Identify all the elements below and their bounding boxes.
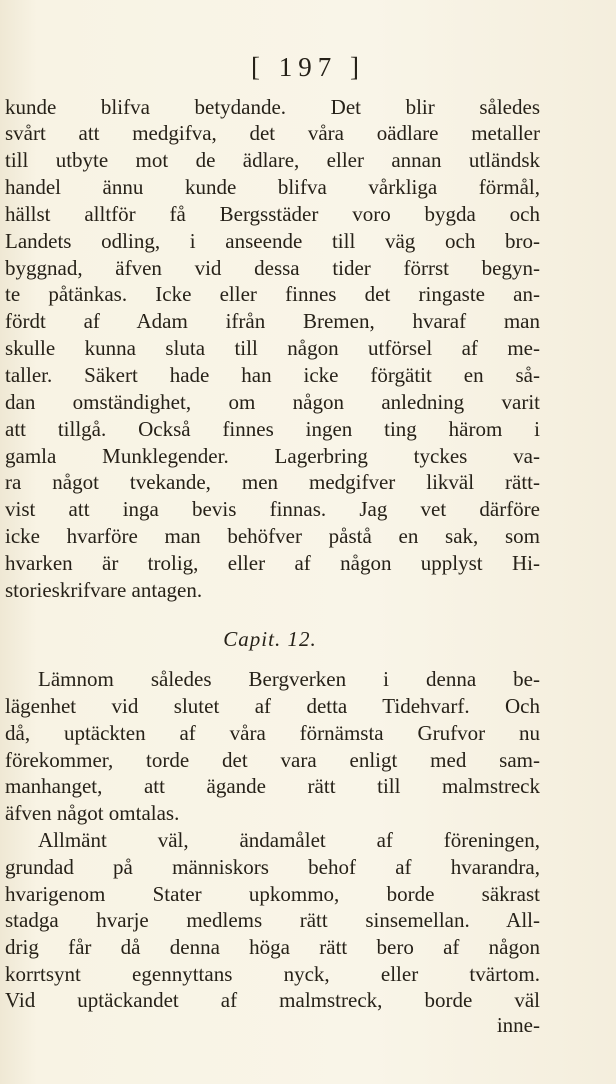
text-line: manhanget, att ägande rätt till malmstreck xyxy=(5,774,540,798)
text-line: handel ännu kunde blifva vårkliga förmål, xyxy=(5,175,540,199)
text-line: korrtsynt egennyttans nyck, eller tvärtom. xyxy=(5,962,540,986)
text-line: till utbyte mot de ädlare, eller annan utländsk xyxy=(5,148,540,172)
chapter-heading: Capit. 12. xyxy=(223,627,317,651)
text-line: skulle kunna sluta till någon utförsel af me- xyxy=(5,336,540,360)
text-line: förekommer, torde det vara enligt med sam- xyxy=(5,748,540,772)
catchword: inne- xyxy=(496,1013,540,1037)
page-number: [ 197 ] xyxy=(251,52,365,82)
text-line: då, uptäckten af våra förnämsta Grufvor nu xyxy=(5,721,540,745)
text-line: taller. Säkert hade han icke förgätit en så- xyxy=(5,363,540,387)
text-line: ra något tvekande, men medgifver likväl rätt- xyxy=(5,470,540,494)
text-line: fördt af Adam ifrån Bremen, hvaraf man xyxy=(5,309,540,333)
text-line: svårt att medgifva, det våra oädlare metaller xyxy=(5,121,540,145)
text-line: storieskrifvare antagen. xyxy=(5,578,203,602)
text-line: kunde blifva betydande. Det blir således xyxy=(5,95,540,119)
text-line: Vid uptäckandet af malmstreck, borde väl xyxy=(5,988,540,1012)
text-line: Landets odling, i anseende till väg och bro- xyxy=(5,229,540,253)
text-line: äfven något omtalas. xyxy=(5,801,180,825)
text-line: lägenhet vid slutet af detta Tidehvarf. Och xyxy=(5,694,540,718)
text-line: gamla Munklegender. Lagerbring tyckes va- xyxy=(5,444,540,468)
text-line: stadga hvarje medlems rätt sinsemellan. All- xyxy=(5,908,540,932)
text-line: grundad på människors behof af hvarandra, xyxy=(5,855,540,879)
text-line: Lämnom således Bergverken i denna be- xyxy=(38,667,540,691)
text-line: hvarken är trolig, eller af någon upplyst Hi- xyxy=(5,551,540,575)
text-line: vist att inga bevis finnas. Jag vet därföre xyxy=(5,497,540,521)
text-line: dan omständighet, om någon anledning varit xyxy=(5,390,540,414)
text-line: hällst alltför få Bergsstäder voro bygda och xyxy=(5,202,540,226)
text-line: att tillgå. Också finnes ingen ting härom i xyxy=(5,417,540,441)
text-line: byggnad, äfven vid dessa tider förrst begyn- xyxy=(5,256,540,280)
text-line: te påtänkas. Icke eller finnes det ringaste an- xyxy=(5,282,540,306)
text-line: hvarigenom Stater upkommo, borde säkrast xyxy=(5,882,540,906)
text-line: drig får då denna höga rätt bero af någon xyxy=(5,935,540,959)
text-line: Allmänt väl, ändamålet af föreningen, xyxy=(38,828,540,852)
text-line: icke hvarföre man behöfver påstå en sak, som xyxy=(5,524,540,548)
